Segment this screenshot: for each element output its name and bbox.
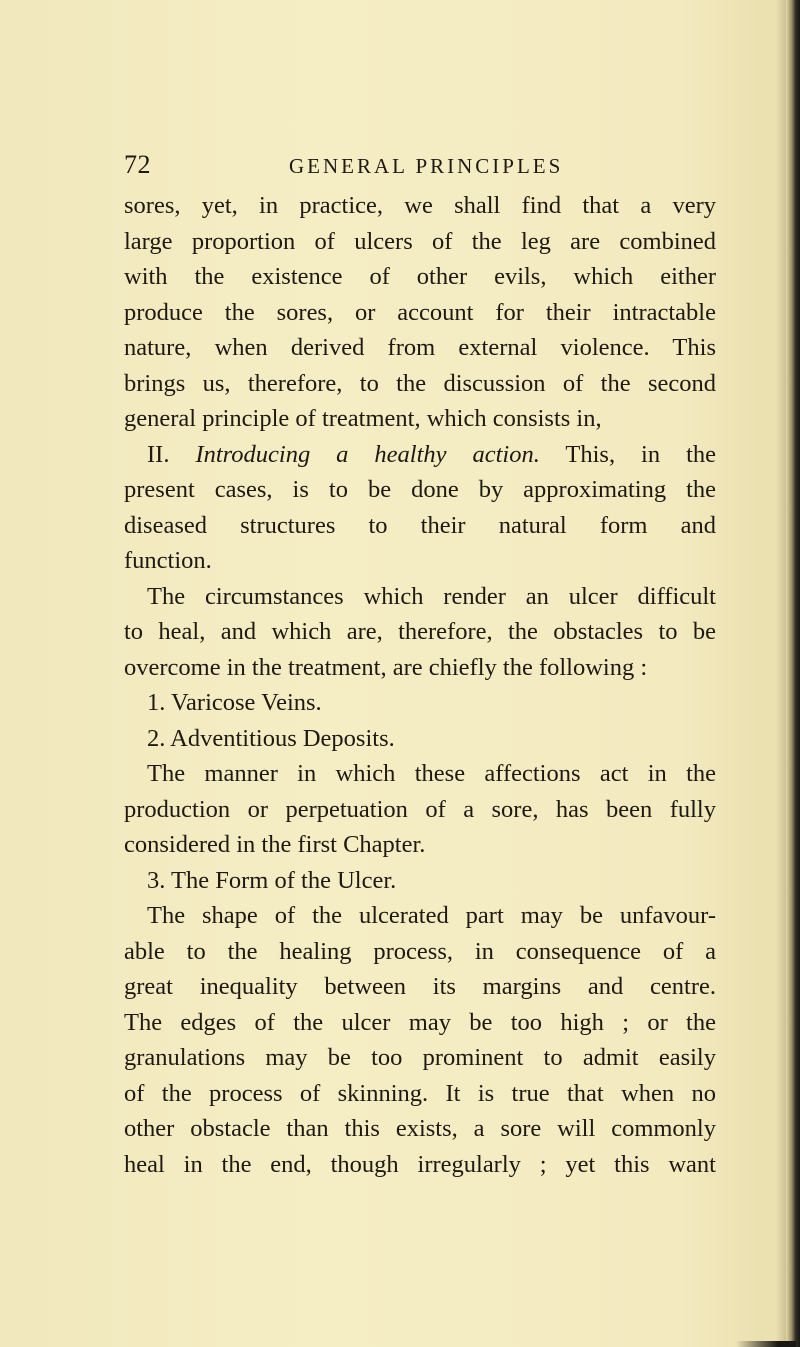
page-gutter-shadow xyxy=(776,0,786,1347)
text-line: with the existence of other evils, which either xyxy=(124,263,716,290)
text-line: The edges of the ulcer may be too high ; or the xyxy=(124,1008,716,1036)
list-item: 2. Adventitious Deposits. xyxy=(147,724,395,752)
text-line: of the process of skinning. It is true that when no xyxy=(124,1079,716,1107)
page-number: 72 xyxy=(124,150,151,179)
text-line: considered in the first Chapter. xyxy=(124,831,426,858)
text-line: heal in the end, though irregularly ; yet this want xyxy=(124,1150,716,1178)
text-line: nature, when derived from external violence. This xyxy=(124,334,716,361)
body-text xyxy=(124,188,716,1182)
text-line: other obstacle than this exists, a sore will commonly xyxy=(124,1115,716,1142)
section-line-rest: This, in the xyxy=(565,440,717,468)
text-line: function. xyxy=(124,547,212,574)
text-line: overcome in the treatment, are chiefly the following : xyxy=(124,653,648,681)
page-corner-mark xyxy=(736,1341,796,1347)
page-header xyxy=(124,150,724,190)
text-line: large proportion of ulcers of the leg are combined xyxy=(124,227,716,255)
text-line: general principle of treatment, which consists in, xyxy=(124,405,602,432)
text-line: great inequality between its margins and centre. xyxy=(124,973,716,1000)
text-line: to heal, and which are, therefore, the obstacles to be xyxy=(124,618,716,645)
text-line: diseased structures to their natural form and xyxy=(124,511,716,539)
list-item: 3. The Form of the Ulcer. xyxy=(147,866,397,894)
text-line: The shape of the ulcerated part may be unfavour- xyxy=(147,902,716,929)
section-title: Introducing a healthy action. xyxy=(195,440,540,468)
text-line: sores, yet, in practice, we shall find that a very xyxy=(124,192,716,219)
text-line: The circumstances which render an ulcer difficult xyxy=(147,582,716,610)
text-line: granulations may be too prominent to admit easily xyxy=(124,1044,716,1071)
text-line: produce the sores, or account for their intractable xyxy=(124,298,716,326)
page-edge xyxy=(786,0,800,1347)
text-line: present cases, is to be done by approximating the xyxy=(124,476,716,503)
text-line: able to the healing process, in consequence of a xyxy=(124,937,716,965)
list-item: 1. Varicose Veins. xyxy=(147,689,322,716)
text-line: The manner in which these affections act in the xyxy=(147,760,716,787)
text-line: production or perpetuation of a sore, has been fully xyxy=(124,795,716,823)
text-line: brings us, therefore, to the discussion of the second xyxy=(124,369,716,397)
section-numeral: II. xyxy=(147,440,170,468)
running-head: GENERAL PRINCIPLES xyxy=(289,154,564,178)
section-heading-line xyxy=(124,437,716,473)
